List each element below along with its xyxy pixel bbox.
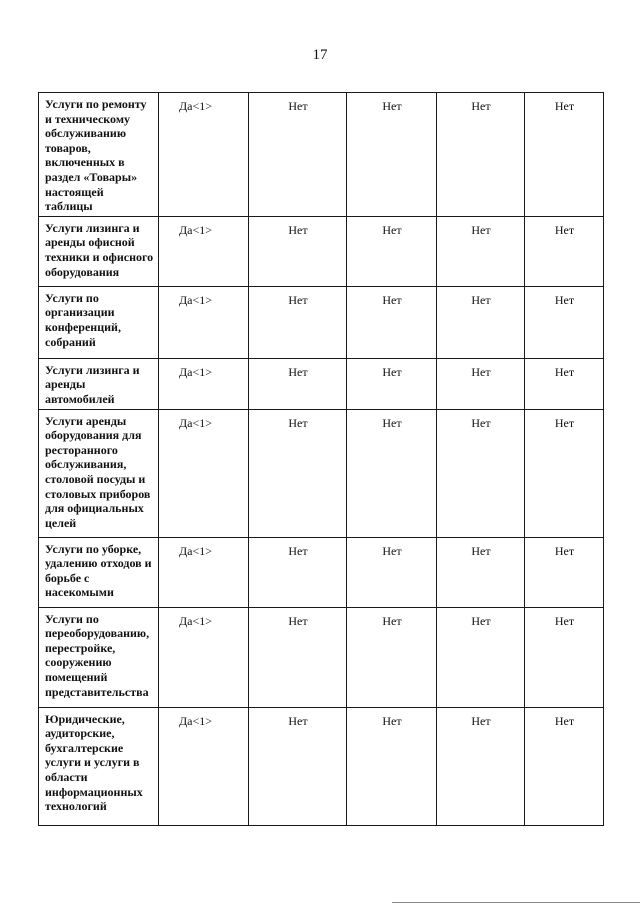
value-cell: Нет bbox=[249, 286, 347, 358]
value-cell: Нет bbox=[347, 93, 437, 217]
value-cell: Нет bbox=[347, 409, 437, 537]
value-cell: Нет bbox=[437, 286, 525, 358]
bottom-edge-line bbox=[392, 902, 640, 903]
table-row bbox=[39, 286, 604, 358]
page-number: 17 bbox=[312, 47, 328, 63]
service-name-cell: Услуги по ремонту и техническому обслуживанию товаров, включенных в раздел «Товары» настоящей таблицы bbox=[39, 93, 159, 217]
value-cell: Нет bbox=[437, 216, 525, 286]
value-cell: Нет bbox=[249, 93, 347, 217]
value-cell: Нет bbox=[437, 358, 525, 409]
service-name-cell: Юридические, аудиторские, бухгалтерские услуги и услуги в области информационных технологий bbox=[39, 707, 159, 825]
value-cell: Нет bbox=[249, 607, 347, 707]
value-cell: Да<1> bbox=[159, 409, 249, 537]
service-name-cell: Услуги по организации конференций, собраний bbox=[39, 286, 159, 358]
value-cell: Да<1> bbox=[159, 358, 249, 409]
value-cell: Нет bbox=[347, 358, 437, 409]
value-cell: Нет bbox=[525, 216, 604, 286]
value-cell: Да<1> bbox=[159, 537, 249, 607]
value-cell: Нет bbox=[525, 537, 604, 607]
value-cell: Нет bbox=[525, 286, 604, 358]
table-row bbox=[39, 537, 604, 607]
value-cell: Нет bbox=[525, 607, 604, 707]
value-cell: Нет bbox=[347, 537, 437, 607]
service-name-cell: Услуги по уборке, удалению отходов и борьбе с насекомыми bbox=[39, 537, 159, 607]
table-row bbox=[39, 607, 604, 707]
value-cell: Да<1> bbox=[159, 93, 249, 217]
value-cell: Да<1> bbox=[159, 216, 249, 286]
value-cell: Нет bbox=[525, 358, 604, 409]
value-cell: Нет bbox=[347, 607, 437, 707]
value-cell: Нет bbox=[437, 707, 525, 825]
value-cell: Нет bbox=[437, 537, 525, 607]
value-cell: Да<1> bbox=[159, 707, 249, 825]
table-row bbox=[39, 707, 604, 825]
value-cell: Нет bbox=[437, 93, 525, 217]
value-cell: Да<1> bbox=[159, 286, 249, 358]
service-name-cell: Услуги аренды оборудования для ресторанного обслуживания, столовой посуды и столовых приборов для официальных целей bbox=[39, 409, 159, 537]
table-row bbox=[39, 216, 604, 286]
value-cell: Нет bbox=[249, 707, 347, 825]
service-name-cell: Услуги лизинга и аренды автомобилей bbox=[39, 358, 159, 409]
table-row bbox=[39, 358, 604, 409]
value-cell: Нет bbox=[249, 409, 347, 537]
service-name-cell: Услуги лизинга и аренды офисной техники и офисного оборудования bbox=[39, 216, 159, 286]
value-cell: Нет bbox=[347, 286, 437, 358]
value-cell: Нет bbox=[437, 409, 525, 537]
value-cell: Нет bbox=[437, 607, 525, 707]
value-cell: Нет bbox=[249, 216, 347, 286]
value-cell: Да<1> bbox=[159, 607, 249, 707]
table-row bbox=[39, 409, 604, 537]
value-cell: Нет bbox=[347, 216, 437, 286]
value-cell: Нет bbox=[347, 707, 437, 825]
service-name-cell: Услуги по переоборудованию, перестройке, сооружению помещений представительства bbox=[39, 607, 159, 707]
value-cell: Нет bbox=[525, 93, 604, 217]
value-cell: Нет bbox=[249, 537, 347, 607]
value-cell: Нет bbox=[525, 409, 604, 537]
table-row bbox=[39, 93, 604, 217]
value-cell: Нет bbox=[249, 358, 347, 409]
services-table bbox=[38, 92, 604, 826]
value-cell: Нет bbox=[525, 707, 604, 825]
